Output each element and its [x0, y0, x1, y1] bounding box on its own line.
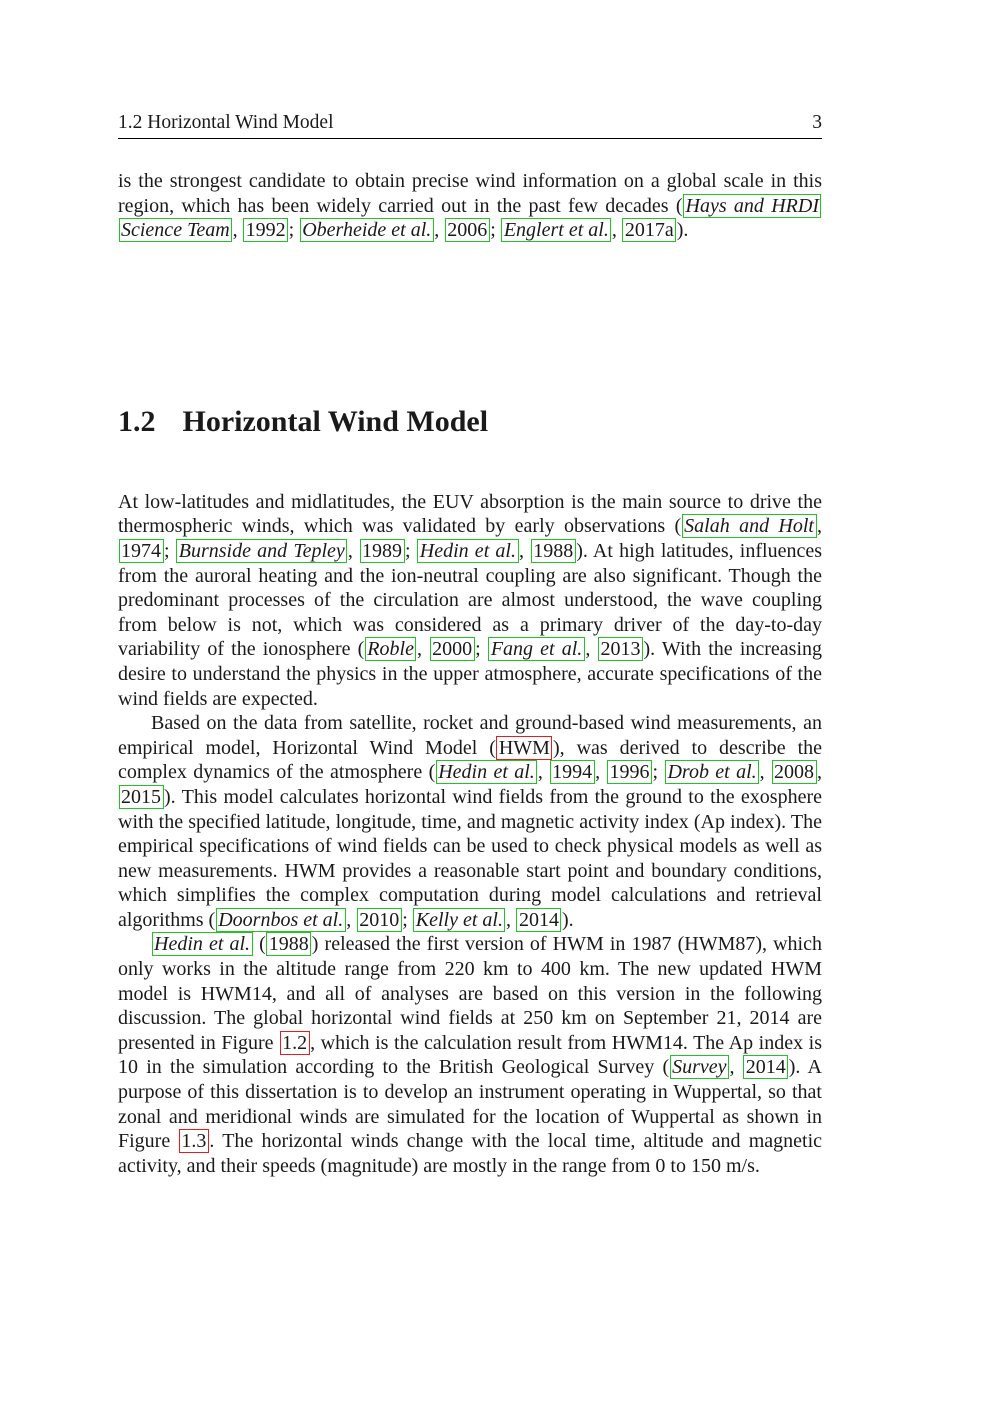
text-run: , — [759, 761, 771, 784]
cite-drob[interactable]: Drob et al. — [665, 760, 759, 784]
text-run: ; — [405, 539, 417, 562]
running-header — [118, 111, 822, 139]
text-run: ; — [652, 761, 665, 784]
figure-ref-1-2[interactable]: 1.2 — [280, 1031, 310, 1055]
section-number: 1.2 — [118, 404, 156, 438]
text-run: ). With the increasing desire to understand the physics in the upper atmosphere, accurate specifications of the wind fields are expected. — [118, 638, 823, 710]
section-title: Horizontal Wind Model — [182, 404, 489, 438]
text-run: , — [595, 761, 607, 784]
text-run: ( — [253, 933, 266, 956]
cite-year-2010[interactable]: 2010 — [357, 908, 402, 932]
cite-roble[interactable]: Roble — [365, 637, 417, 661]
cite-year-1988-2[interactable]: 1988 — [266, 932, 311, 956]
cite-year-1988[interactable]: 1988 — [531, 539, 576, 563]
text-run: . The horizontal winds change with the local time, altitude and magnetic activity, and their speeds (magnitude) are mostly in the range from 0 to 150 m/s. — [118, 1130, 823, 1177]
text-run: is the strongest candidate to obtain precise wind information on a global scale in this region, which has been widely carried out in the past few decades ( — [118, 170, 822, 217]
text-run: , — [347, 539, 359, 562]
cite-year-2014[interactable]: 2014 — [516, 908, 561, 932]
cite-burnside-tepley[interactable]: Burnside and Tepley — [176, 539, 347, 563]
text-run: , — [611, 219, 622, 242]
cite-year-2017a[interactable]: 2017a — [622, 218, 676, 242]
cite-year-2013[interactable]: 2013 — [598, 637, 643, 661]
cite-year-2014-2[interactable]: 2014 — [743, 1055, 788, 1079]
cite-year-2000[interactable]: 2000 — [430, 637, 475, 661]
text-run: , — [585, 638, 598, 661]
text-run: ), was derived to describe the complex dynamics of the atmosphere ( — [118, 736, 822, 784]
cite-hedin-3[interactable]: Hedin et al. — [152, 932, 253, 956]
cite-year-1996[interactable]: 1996 — [607, 760, 652, 784]
continued-paragraph — [118, 169, 822, 243]
text-run: ). A purpose of this dissertation is to develop an instrument operating in Wuppertal, so that zonal and meridional winds are simulated for the location of Wuppertal as shown in Figure — [118, 1056, 822, 1153]
cite-kelly[interactable]: Kelly et al. — [413, 908, 505, 932]
page-content-area — [118, 0, 822, 1178]
text-run: , — [416, 638, 430, 661]
cite-fang[interactable]: Fang et al. — [488, 637, 585, 661]
text-run: , — [519, 539, 531, 562]
text-run: , — [817, 515, 822, 538]
cite-hedin[interactable]: Hedin et al. — [417, 539, 518, 563]
paragraph-euv-winds — [118, 490, 822, 711]
text-run: , — [729, 1056, 743, 1079]
text-run: ). This model calculates horizontal wind fields from the ground to the exosphere with the specified latitude, longitude, time, and magnetic activity index (Ap index). The empirical specifications of wind fields can be used to check physical models as well as new measurements. HWM provides a reasonable start point and boundary conditions, which simplifies the complex computation during model calculations and retrieval algorithms ( — [118, 785, 822, 931]
cite-oberheide[interactable]: Oberheide et al. — [300, 218, 434, 242]
cite-year-1992[interactable]: 1992 — [243, 218, 288, 242]
figure-ref-1-3[interactable]: 1.3 — [179, 1129, 209, 1153]
cite-hedin-2[interactable]: Hedin et al. — [436, 760, 538, 784]
text-run: , — [537, 761, 550, 784]
text-run: , — [346, 908, 357, 931]
page-number: 3 — [812, 112, 822, 133]
cite-year-1994[interactable]: 1994 — [550, 760, 595, 784]
text-run: ; — [475, 638, 488, 661]
cite-salah-holt[interactable]: Salah and Holt — [682, 514, 817, 538]
cite-englert[interactable]: Englert et al. — [501, 218, 611, 242]
cite-year-2008[interactable]: 2008 — [772, 760, 817, 784]
text-run: , — [817, 761, 822, 784]
cite-year-2006[interactable]: 2006 — [445, 218, 490, 242]
section-heading — [118, 406, 822, 438]
text-run: ; — [288, 219, 300, 242]
text-run: Based on the data from satellite, rocket and ground-based wind measurements, an empirical model, Horizontal Wind Model ( — [118, 712, 822, 759]
text-run: ; — [164, 539, 176, 562]
text-run: At low-latitudes and midlatitudes, the EUV absorption is the main source to drive the thermospheric winds, which was validated by early observations ( — [118, 490, 822, 538]
running-header-title: 1.2 Horizontal Wind Model — [118, 112, 334, 133]
cite-hays-hrdi-science-team[interactable]: Hays and HRDI Science Team — [119, 194, 822, 243]
paragraph-hwm-description — [118, 711, 822, 932]
text-run: ) released the first version of HWM in 1987 (HWM87), which only works in the altitude range from 220 km to 400 km. The new updated HWM model is HWM14, and all of analyses are based on this version in the following discussion. The global horizontal wind fields at 250 km on September 21, 2014 are presented in Figure — [118, 933, 822, 1054]
text-run: ). — [561, 908, 574, 931]
cite-year-1974[interactable]: 1974 — [119, 539, 164, 563]
cite-survey[interactable]: Survey — [670, 1055, 729, 1079]
text-run: ). At high latitudes, influences from the auroral heating and the ion-neutral coupling are also significant. Though the predominant processes of the circulation are almost understood, the wave coupling from below is not, which was considered as a primary driver of the day-to-day variability of the ionosphere ( — [118, 539, 822, 661]
acronym-hwm-link[interactable]: HWM — [496, 736, 552, 760]
text-run: , — [505, 908, 516, 931]
cite-doornbos[interactable]: Doornbos et al. — [216, 908, 346, 932]
text-run: , — [232, 219, 243, 242]
cite-year-1989[interactable]: 1989 — [360, 539, 405, 563]
text-run: ). — [676, 219, 689, 242]
text-run: , which is the calculation result from HWM14. The Ap index is 10 in the simulation according to the British Geological Survey ( — [118, 1031, 822, 1079]
paragraph-hwm-versions — [118, 932, 822, 1178]
text-run: ; — [490, 219, 501, 242]
text-run: ; — [402, 908, 413, 931]
cite-year-2015[interactable]: 2015 — [119, 785, 164, 809]
text-run: , — [434, 219, 445, 242]
